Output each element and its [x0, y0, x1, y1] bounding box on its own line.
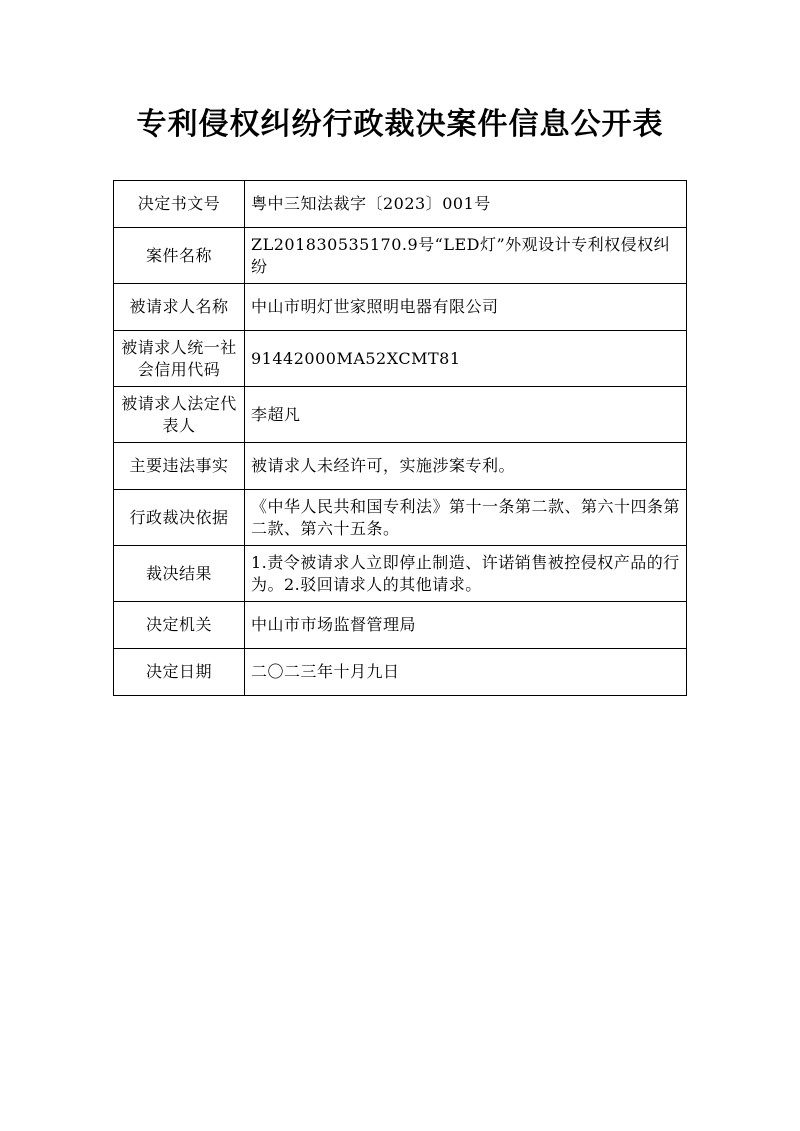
- row-value: 二〇二三年十月九日: [245, 649, 687, 696]
- table-row: [114, 490, 687, 546]
- table-row: [114, 443, 687, 490]
- row-label: 决定机关: [114, 602, 245, 649]
- row-label: 被请求人法定代表人: [114, 387, 245, 443]
- row-value: 李超凡: [245, 387, 687, 443]
- row-label: 决定日期: [114, 649, 245, 696]
- row-label: 裁决结果: [114, 546, 245, 602]
- table-row: [114, 228, 687, 284]
- row-label: 行政裁决依据: [114, 490, 245, 546]
- row-value: 被请求人未经许可，实施涉案专利。: [245, 443, 687, 490]
- table-row: [114, 546, 687, 602]
- table-row: [114, 181, 687, 228]
- row-label: 被请求人名称: [114, 284, 245, 331]
- row-label: 被请求人统一社会信用代码: [114, 331, 245, 387]
- row-value: ZL201830535170.9号“LED灯”外观设计专利权侵权纠纷: [245, 228, 687, 284]
- row-value: 《中华人民共和国专利法》第十一条第二款、第六十四条第二款、第六十五条。: [245, 490, 687, 546]
- row-label: 决定书文号: [114, 181, 245, 228]
- page-title: 专利侵权纠纷行政裁决案件信息公开表: [136, 107, 664, 142]
- info-table: [113, 180, 687, 696]
- table-row: [114, 649, 687, 696]
- table-row: [114, 284, 687, 331]
- table-row: [114, 387, 687, 443]
- row-value: 粤中三知法裁字〔2023〕001号: [245, 181, 687, 228]
- row-value: 91442000MA52XCMT81: [245, 331, 687, 387]
- row-value: 中山市明灯世家照明电器有限公司: [245, 284, 687, 331]
- row-label: 主要违法事实: [114, 443, 245, 490]
- table-row: [114, 602, 687, 649]
- row-label: 案件名称: [114, 228, 245, 284]
- table-row: [114, 331, 687, 387]
- row-value: 1.责令被请求人立即停止制造、许诺销售被控侵权产品的行为。2.驳回请求人的其他请求。: [245, 546, 687, 602]
- row-value: 中山市市场监督管理局: [245, 602, 687, 649]
